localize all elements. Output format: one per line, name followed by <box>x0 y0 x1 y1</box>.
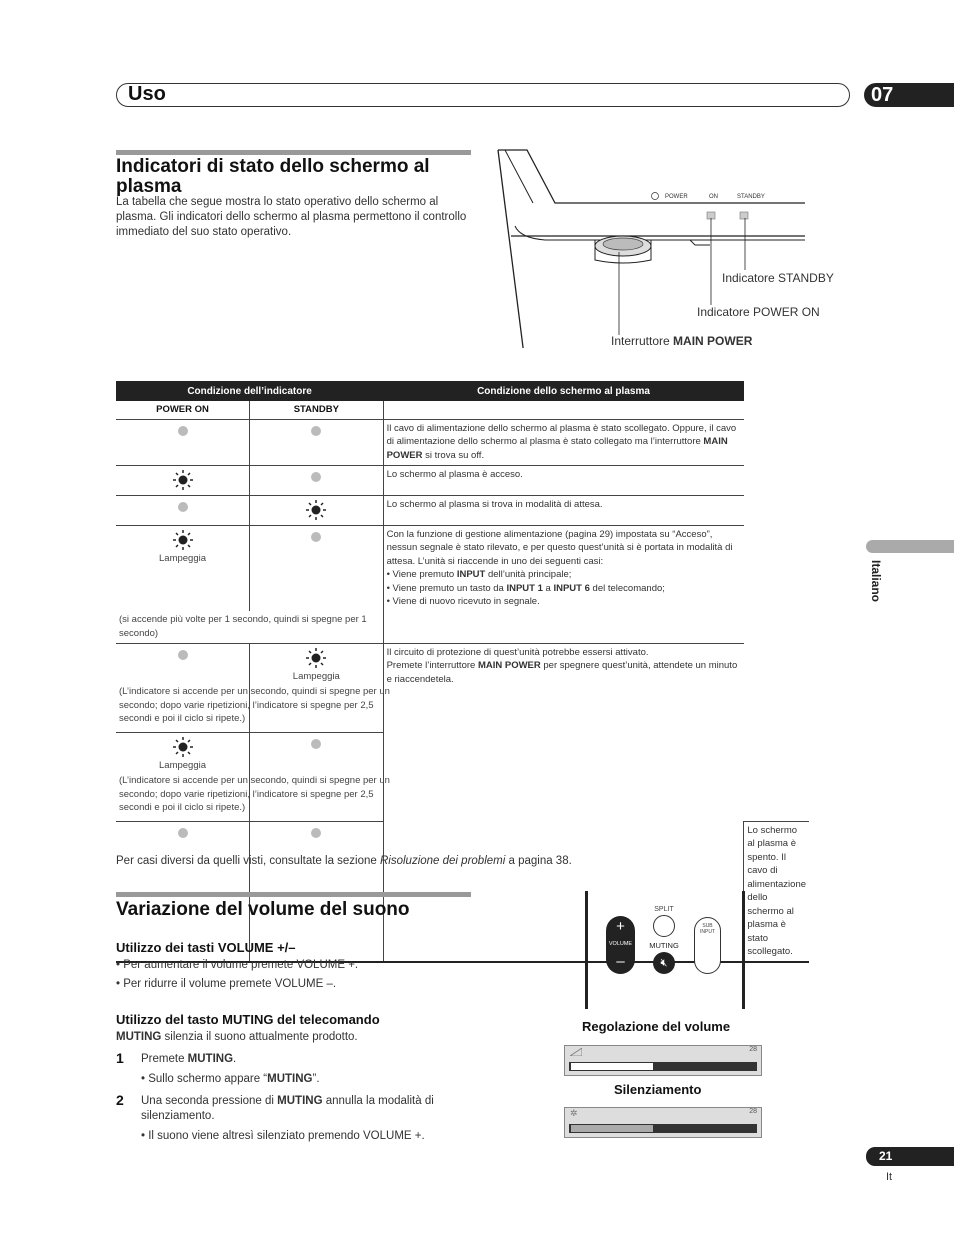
language-label: Italiano <box>869 560 883 603</box>
r1-text: Il cavo di alimentazione dello schermo al plasma è stato scollegato. Oppure, il cavo di alimentazione dello schermo al plasma è stato collegato ma l’interruttore <box>386 422 737 447</box>
cell-power-on <box>116 495 250 525</box>
panel-label-power: POWER <box>665 194 688 200</box>
section-intro: La tabella che segue mostra lo stato operativo dello schermo al plasma. Gli indicatori dello schermo al plasma permettono il controllo immediato del suo stato operativo. <box>116 196 467 238</box>
panel-lower-edge <box>515 226 805 240</box>
volume-osd <box>564 1045 762 1076</box>
standby-led <box>740 212 748 219</box>
s1a: Premete <box>141 1053 188 1065</box>
led-off-icon <box>178 650 188 660</box>
volume-ramp-icon <box>570 1048 582 1056</box>
step-1 <box>141 1052 236 1067</box>
cell-description: Lo schermo al plasma si trova in modalità di attesa. <box>383 495 744 525</box>
volume-bar-fill <box>571 1063 653 1070</box>
r4-l2b: INPUT 1 <box>506 582 543 594</box>
callout-main-power <box>611 334 752 349</box>
subheading-muting: Utilizzo del tasto MUTING del telecomando <box>116 1012 380 1027</box>
led-off-icon <box>311 426 321 436</box>
r5-text: Il circuito di protezione di quest’unità potrebbe essersi attivato. <box>386 646 649 658</box>
s2b: MUTING <box>277 1095 323 1107</box>
power-on-led <box>707 212 715 219</box>
r4-l1a: • Viene premuto <box>386 569 457 580</box>
table-row <box>116 419 809 465</box>
led-off-icon <box>178 502 188 512</box>
r5-t2: Premete l’interruttore <box>386 660 478 671</box>
chapter-number: 07 <box>864 83 954 107</box>
subheader-power-on: POWER ON <box>116 401 250 419</box>
r1-bold: MAIN POWER <box>386 436 728 461</box>
s1c: . <box>233 1053 237 1065</box>
r4-l2a: • Viene premuto un tasto da <box>386 582 507 594</box>
split-label: SPLIT <box>654 906 674 913</box>
mute-osd-value: 28 <box>749 1108 757 1115</box>
page-title: Uso <box>128 83 166 105</box>
panel-label-standby: STANDBY <box>737 194 765 200</box>
s1sa: • Sullo schermo appare “ <box>141 1073 268 1085</box>
language-code: It <box>886 1171 893 1183</box>
section-title-indicators: Indicatori di stato dello schermo al plasma <box>116 156 430 197</box>
blink-label: Lampeggia <box>159 552 207 564</box>
caption-mute: Silenziamento <box>614 1082 702 1097</box>
cell-standby <box>250 465 384 495</box>
led-on-icon <box>173 470 193 490</box>
led-off-icon <box>311 739 321 749</box>
r4-l1c: dell’unità principale; <box>485 569 572 580</box>
s1sb: MUTING <box>267 1073 313 1085</box>
cell-power-on <box>116 525 250 611</box>
after-table-note <box>116 854 572 869</box>
s1b: MUTING <box>187 1053 234 1065</box>
blink-label: Lampeggia <box>292 670 340 682</box>
mute-osd-icon: ✲ <box>570 1108 578 1118</box>
volume-plus-label: + <box>616 918 625 935</box>
panel-label-on: ON <box>709 194 718 200</box>
row6-note: (L’indicatore si accende per un secondo, quindi si spegne per un secondo; dopo varie ripetizioni, l’indicatore si spegne per 2,5 secondi e poi il ciclo si ripete.) <box>119 775 390 813</box>
cell-power-on <box>116 465 250 495</box>
table-row <box>116 525 809 611</box>
table-header-row <box>116 381 809 401</box>
section-rule <box>116 150 471 155</box>
callout-main-prefix: Interruttore <box>611 334 674 348</box>
remote-left-edge <box>585 891 588 1009</box>
row5-note: (L’indicatore si accende per un secondo, quindi si spegne per un secondo; dopo varie ripetizioni, l’indicatore si spegne per 2,5 secondi e poi il ciclo si ripete.) <box>119 686 390 724</box>
r5-text-2 <box>387 659 741 686</box>
s2c: annulla la modalità di silenziamento. <box>141 1095 434 1122</box>
main-power-button-top <box>603 238 643 250</box>
led-off-icon <box>178 828 188 838</box>
panel-notch <box>665 240 710 245</box>
mute-bar-track <box>569 1124 757 1133</box>
r4-item-3: • Viene di nuovo ricevuto in segnale. <box>386 596 540 607</box>
r4-l2d: INPUT 6 <box>553 582 590 594</box>
section-rule <box>116 892 471 897</box>
after-t1: Per casi diversi da quelli visti, consultate la sezione <box>116 855 380 867</box>
step-2 <box>141 1094 476 1124</box>
header-bar <box>116 83 850 107</box>
muting-text: silenzia il suono attualmente prodotto. <box>161 1031 358 1043</box>
led-off-icon <box>311 828 321 838</box>
volume-label: VOLUME <box>608 941 633 947</box>
step-number-1: 1 <box>116 1050 124 1066</box>
indicator-status-table <box>116 381 809 963</box>
callout-standby: Indicatore STANDBY <box>722 271 834 285</box>
page-number: 21 <box>866 1147 954 1166</box>
bullet-volume-up: • Per aumentare il volume premete VOLUME +. <box>116 959 359 971</box>
cell-description <box>383 419 744 465</box>
cell-description <box>383 525 744 643</box>
led-off-icon <box>311 472 321 482</box>
s1sc: ”. <box>312 1073 320 1085</box>
step-2-sub: • Il suono viene altresì silenziato premendo VOLUME +. <box>141 1130 425 1142</box>
r5-t3: per spegnere quest’unità, attendete un minuto e riaccendetela. <box>386 660 738 685</box>
callout-main-bold: MAIN POWER <box>673 334 753 348</box>
power-symbol-icon <box>652 193 659 200</box>
volume-osd-value: 28 <box>749 1046 757 1053</box>
caption-volume: Regolazione del volume <box>582 1019 731 1034</box>
muting-bold: MUTING <box>116 1031 162 1043</box>
r4-item-1 <box>387 568 741 582</box>
cell-power-on <box>116 419 250 465</box>
header-screen: Condizione dello schermo al plasma <box>383 381 744 401</box>
callout-power-on: Indicatore POWER ON <box>697 305 820 319</box>
after-ital: Risoluzione dei problemi <box>380 855 506 867</box>
table-row <box>116 495 809 525</box>
r4-text: Con la funzione di gestione alimentazione (pagina 29) impostata su “Acceso”, nessun segnale è stato rilevato, e per questo quest’unità si è portata in modalità di attesa. L’unità si riaccende in uno dei seguenti casi: <box>386 528 733 567</box>
volume-minus-label: – <box>616 953 625 970</box>
cell-note: (si accende più volte per 1 secondo, quindi si spegne per 1 secondo) <box>116 611 383 643</box>
bullet-volume-down: • Per ridurre il volume premete VOLUME –. <box>116 978 337 990</box>
r1-text-end: si trova su off. <box>422 449 485 461</box>
r4-l1b: INPUT <box>456 569 486 580</box>
subheader-blank <box>383 401 744 419</box>
muting-intro <box>116 1030 358 1045</box>
panel-edge <box>505 150 533 203</box>
cell-description: Lo schermo al plasma è acceso. <box>383 465 744 495</box>
volume-bar-track <box>569 1062 757 1071</box>
header-indicator: Condizione dell’indicatore <box>116 381 383 401</box>
cell-standby <box>250 419 384 465</box>
led-blink-icon <box>306 648 326 668</box>
cell-description: Lo schermo al plasma è spento. Il cavo di alimentazione dello schermo al plasma è stato scollegato. <box>744 821 809 962</box>
led-off-icon <box>178 426 188 436</box>
table-subheader-row <box>116 401 809 419</box>
s2a: Una seconda pressione di <box>141 1095 278 1107</box>
section-title-volume: Variazione del volume del suono <box>116 899 410 920</box>
step-number-2: 2 <box>116 1092 124 1108</box>
language-tab <box>866 540 954 553</box>
led-off-icon <box>311 532 321 542</box>
table-row <box>116 465 809 495</box>
sub-input-label-1: SUB <box>702 923 713 929</box>
led-blink-icon <box>173 530 193 550</box>
led-blink-icon <box>173 737 193 757</box>
mute-osd <box>564 1107 762 1138</box>
after-t2: a pagina 38. <box>505 855 572 867</box>
muting-label: MUTING <box>649 941 679 950</box>
mute-bar-fill <box>571 1125 653 1132</box>
r4-l2e: del telecomando; <box>589 582 665 594</box>
remote-right-edge <box>742 891 745 1009</box>
cell-standby <box>250 495 384 525</box>
blink-label: Lampeggia <box>159 759 207 771</box>
sub-input-label-2: INPUT <box>700 929 715 935</box>
r5-bold: MAIN POWER <box>477 660 541 671</box>
r4-l2c: a <box>542 582 554 594</box>
mute-speaker-icon[interactable]: 🔇︎ <box>653 952 675 974</box>
led-on-icon <box>306 500 326 520</box>
subheading-volume-keys: Utilizzo dei tasti VOLUME +/– <box>116 940 296 955</box>
cell-standby <box>250 525 384 611</box>
split-button[interactable] <box>653 915 675 937</box>
r4-item-2 <box>387 582 741 596</box>
subheader-standby: STANDBY <box>250 401 384 419</box>
step-1-sub <box>141 1072 320 1087</box>
